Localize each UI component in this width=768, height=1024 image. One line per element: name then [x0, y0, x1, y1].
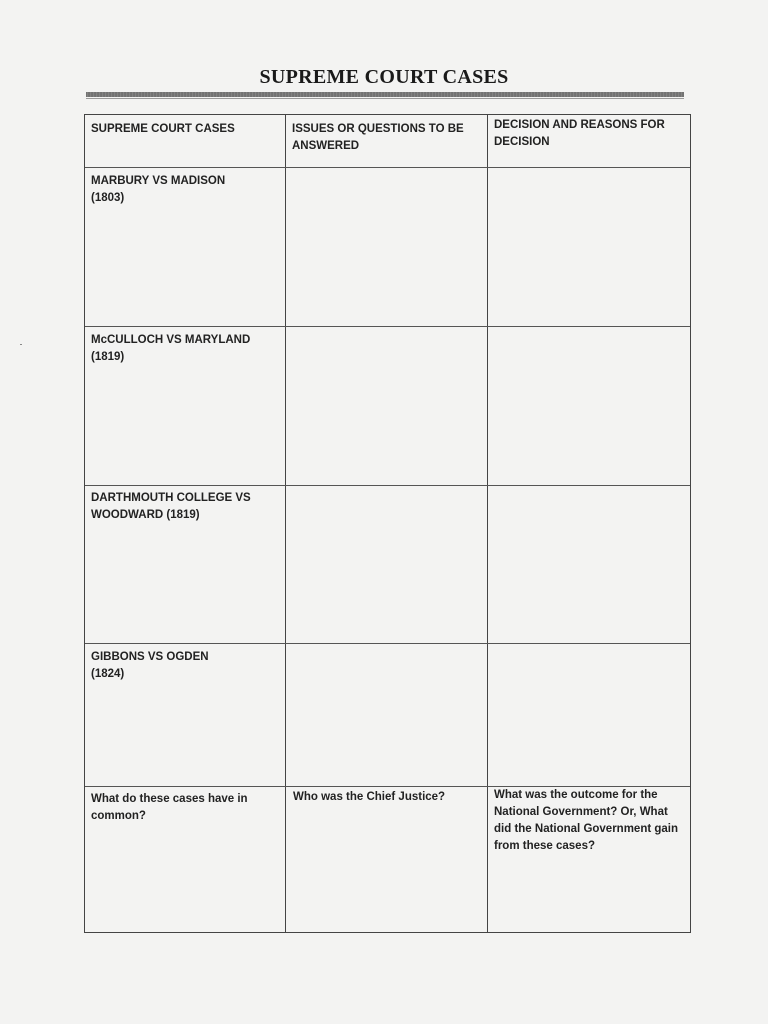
case-name — [91, 649, 279, 683]
question-outcome: What was the outcome for the National Government? Or, What did the National Government gain from these cases? — [494, 789, 679, 852]
case-year: (1819) — [91, 351, 125, 363]
row-divider — [85, 167, 690, 168]
case-name — [91, 332, 279, 366]
page-title: SUPREME COURT CASES — [259, 66, 509, 88]
title-underline — [86, 92, 684, 97]
case-year: (1803) — [91, 192, 125, 204]
title-underline-thin — [86, 98, 684, 99]
case-title: MARBURY VS MADISON — [91, 175, 226, 187]
column-divider — [285, 115, 286, 932]
case-year: WOODWARD (1819) — [91, 509, 200, 521]
case-title: McCULLOCH VS MARYLAND — [91, 334, 251, 346]
case-name — [91, 490, 279, 524]
cases-table — [84, 114, 691, 933]
header-cases: SUPREME COURT CASES — [91, 123, 235, 135]
row-divider — [85, 643, 690, 644]
question-chief-justice: Who was the Chief Justice? — [293, 791, 446, 803]
header-issues: ISSUES OR QUESTIONS TO BE ANSWERED — [292, 123, 464, 152]
question-common: What do these cases have in common? — [91, 793, 248, 822]
column-divider — [487, 115, 488, 932]
case-year: (1824) — [91, 668, 125, 680]
case-title: DARTHMOUTH COLLEGE VS — [91, 492, 251, 504]
scan-speck — [20, 344, 22, 345]
row-divider — [85, 326, 690, 327]
case-title: GIBBONS VS OGDEN — [91, 651, 209, 663]
case-name — [91, 173, 279, 207]
row-divider — [85, 485, 690, 486]
header-decision: DECISION AND REASONS FOR DECISION — [494, 119, 665, 148]
